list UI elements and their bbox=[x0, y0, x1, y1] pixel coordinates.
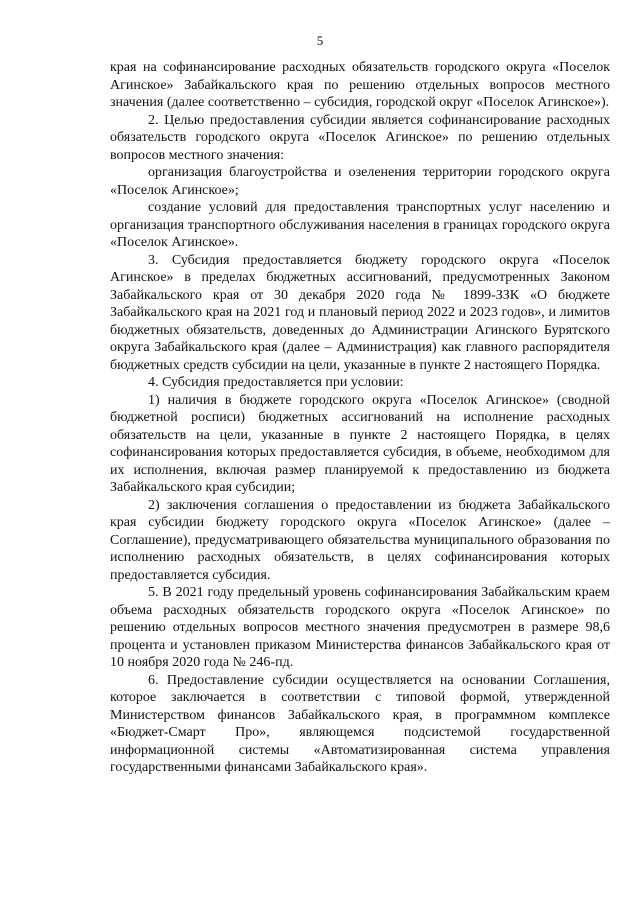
paragraph-condition-2: 2) заключения соглашения о предоставлении из бюджета Забайкальского края субсидии бюджету городского округа «Поселок Агинское» (далее – Соглашение), предусматривающего обязательства муниципального образования по исполнению расходных обязательств, в целях софинансирования которых предоставляется субсидия. bbox=[110, 497, 610, 583]
paragraph-item-5: 5. В 2021 году предельный уровень софинансирования Забайкальским краем объема расходных обязательств городского округа «Поселок Агинское» по решению отдельных вопросов местного значения предусмотрен в размере 98,6 процента и установлен приказом Министерства финансов Забайкальского края от 10 ноября 2020 года № 246-пд. bbox=[110, 585, 610, 670]
paragraph-purpose-transport: создание условий для предоставления транспортных услуг населению и организация транспортного обслуживания населения в границах городского округа «Поселок Агинское». bbox=[110, 200, 610, 250]
document-body bbox=[110, 59, 610, 777]
paragraph-item-2: 2. Целью предоставления субсидии является софинансирование расходных обязательств городского округа «Поселок Агинское» по решению отдельных вопросов местного значения: bbox=[110, 112, 610, 163]
paragraph-purpose-landscaping: организация благоустройства и озеленения территории городского округа «Поселок Агинское»; bbox=[110, 165, 610, 198]
paragraph-condition-1: 1) наличия в бюджете городского округа «Поселок Агинское» (сводной бюджетной росписи) бюджетных ассигнований на исполнение расходных обязательств на цели, указанные в пункте 2 настоящего Порядка, в целях софинансирования которых предоставляется субсидия, в объеме, необходимом для их исполнения, включая размер планируемой к предоставлению из бюджета Забайкальского края субсидии; bbox=[110, 392, 610, 495]
paragraph-item-6: 6. Предоставление субсидии осуществляется на основании Соглашения, которое заключается в соответствии с типовой формой, утвержденной Министерством финансов Забайкальского края, в программном комплексе «Бюджет-Смарт Про», являющемся подсистемой государственной информационной системы «Автоматизированная система управления государственными финансами Забайкальского края». bbox=[110, 672, 610, 775]
paragraph-item-4: 4. Субсидия предоставляется при условии: bbox=[148, 375, 404, 390]
paragraph-continuation: края на софинансирование расходных обязательств городского округа «Поселок Агинское» Забайкальского края по решению отдельных вопросов местного значения (далее соответственно – субсидия, городской округ «Поселок Агинское»). bbox=[110, 60, 610, 110]
paragraph-item-3: 3. Субсидия предоставляется бюджету городского округа «Поселок Агинское» в пределах бюджетных ассигнований, предусмотренных Законом Забайкальского края от 30 декабря 2020 года № 1899-ЗЗК «О бюджете Забайкальского края на 2021 год и плановый период 2022 и 2023 годов», и лимитов бюджетных обязательств, доведенных до Администрации Агинского Бурятского округа Забайкальского края (далее – Администрация) как главного распорядителя бюджетных средств субсидии на цели, указанные в пункте 2 настоящего Порядка. bbox=[110, 252, 610, 373]
page-number: 5 bbox=[316, 33, 324, 48]
